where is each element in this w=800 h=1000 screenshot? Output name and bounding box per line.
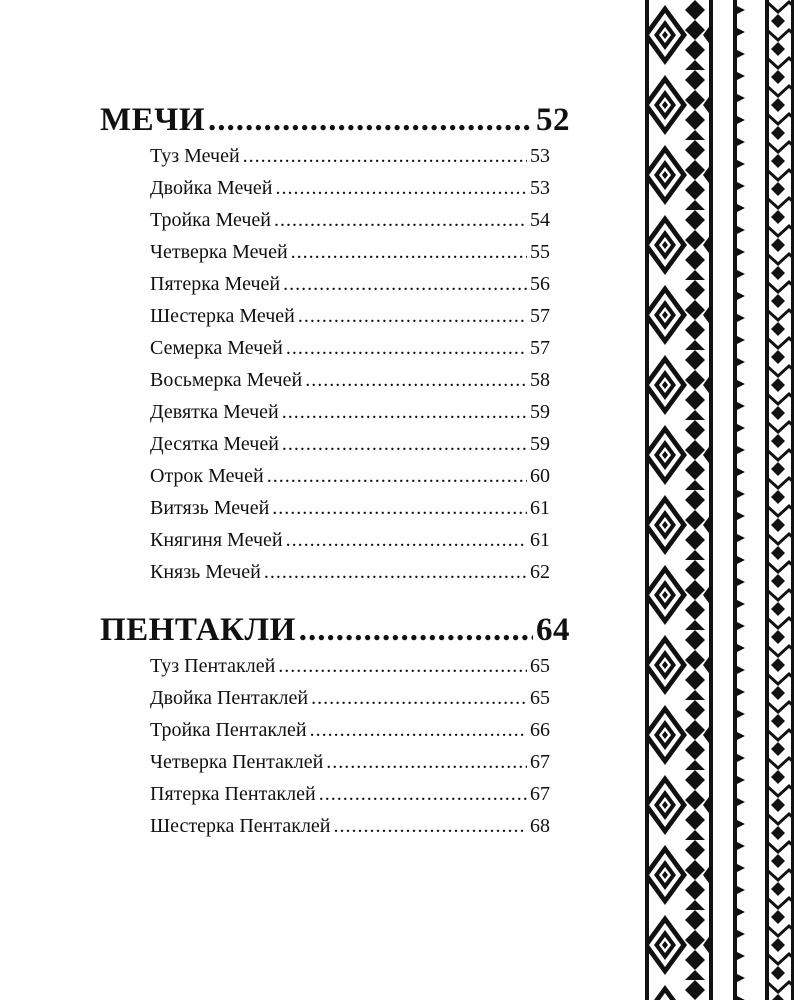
geometric-ornament-border-icon (635, 0, 800, 1000)
entry-title: Четверка Пентаклей (150, 751, 324, 773)
entry-page-number: 58 (530, 369, 550, 391)
dot-leader (291, 241, 527, 264)
entry-page-number: 61 (530, 529, 550, 551)
dot-leader (298, 305, 527, 328)
toc-entry[interactable] (150, 145, 550, 168)
entry-title: Десятка Мечей (150, 433, 279, 455)
entry-title: Двойка Пентаклей (150, 687, 309, 709)
toc-entry[interactable] (150, 561, 550, 584)
toc-entry[interactable] (150, 465, 550, 488)
toc-entry[interactable] (150, 177, 550, 200)
entry-page-number: 53 (530, 145, 550, 167)
entry-title: Восьмерка Мечей (150, 369, 303, 391)
toc-entry[interactable] (150, 783, 550, 806)
entry-page-number: 65 (530, 655, 550, 677)
toc-entry[interactable] (150, 369, 550, 392)
entry-title: Туз Пентаклей (150, 655, 276, 677)
section-page-number: 64 (536, 612, 570, 648)
entry-title: Туз Мечей (150, 145, 240, 167)
toc-entry[interactable] (150, 209, 550, 232)
entry-page-number: 59 (530, 433, 550, 455)
entry-page-number: 56 (530, 273, 550, 295)
entry-title: Отрок Мечей (150, 465, 264, 487)
dot-leader (208, 102, 533, 139)
dot-leader (243, 145, 527, 168)
entry-page-number: 62 (530, 561, 550, 583)
entry-title: Князь Мечей (150, 561, 261, 583)
entry-page-number: 55 (530, 241, 550, 263)
toc-entry[interactable] (150, 815, 550, 838)
entry-page-number: 67 (530, 751, 550, 773)
entry-title: Витязь Мечей (150, 497, 270, 519)
dot-leader (278, 655, 527, 678)
dot-leader (311, 687, 527, 710)
entry-title: Двойка Мечей (150, 177, 273, 199)
dot-leader (264, 561, 527, 584)
entry-page-number: 57 (530, 305, 550, 327)
dot-leader (272, 497, 527, 520)
section-heading-swords[interactable] (100, 102, 570, 139)
section-title: МЕЧИ (100, 102, 206, 138)
dot-leader (299, 612, 533, 649)
entry-page-number: 60 (530, 465, 550, 487)
entry-title: Тройка Пентаклей (150, 719, 307, 741)
dot-leader (282, 401, 527, 424)
entry-title: Княгиня Мечей (150, 529, 283, 551)
toc-entry[interactable] (150, 751, 550, 774)
entry-title: Шестерка Пентаклей (150, 815, 331, 837)
toc-entry[interactable] (150, 273, 550, 296)
entry-page-number: 57 (530, 337, 550, 359)
entry-title: Шестерка Мечей (150, 305, 295, 327)
dot-leader (275, 177, 527, 200)
toc-entry[interactable] (150, 529, 550, 552)
dot-leader (334, 815, 528, 838)
entry-page-number: 67 (530, 783, 550, 805)
dot-leader (286, 337, 527, 360)
dot-leader (305, 369, 527, 392)
dot-leader (319, 783, 527, 806)
entry-title: Семерка Мечей (150, 337, 283, 359)
toc-entry[interactable] (150, 337, 550, 360)
entry-page-number: 65 (530, 687, 550, 709)
toc-entry[interactable] (150, 687, 550, 710)
toc-entry[interactable] (150, 719, 550, 742)
entry-title: Тройка Мечей (150, 209, 271, 231)
entry-title: Четверка Мечей (150, 241, 288, 263)
entry-page-number: 53 (530, 177, 550, 199)
entry-title: Пятерка Мечей (150, 273, 281, 295)
dot-leader (286, 529, 527, 552)
entry-page-number: 54 (530, 209, 550, 231)
section-title: ПЕНТАКЛИ (100, 612, 296, 648)
section-page-number: 52 (536, 102, 570, 138)
toc-entry[interactable] (150, 401, 550, 424)
toc-entry[interactable] (150, 497, 550, 520)
entry-page-number: 59 (530, 401, 550, 423)
entry-page-number: 68 (530, 815, 550, 837)
toc-entry[interactable] (150, 241, 550, 264)
toc-entry[interactable] (150, 655, 550, 678)
section-heading-pentacles[interactable] (100, 612, 570, 649)
toc-entry[interactable] (150, 433, 550, 456)
entry-title: Девятка Мечей (150, 401, 279, 423)
entry-title: Пятерка Пентаклей (150, 783, 316, 805)
dot-leader (283, 273, 527, 296)
dot-leader (310, 719, 527, 742)
toc-entry[interactable] (150, 305, 550, 328)
dot-leader (267, 465, 527, 488)
dot-leader (326, 751, 527, 774)
dot-leader (274, 209, 527, 232)
entry-page-number: 66 (530, 719, 550, 741)
entry-page-number: 61 (530, 497, 550, 519)
dot-leader (282, 433, 527, 456)
